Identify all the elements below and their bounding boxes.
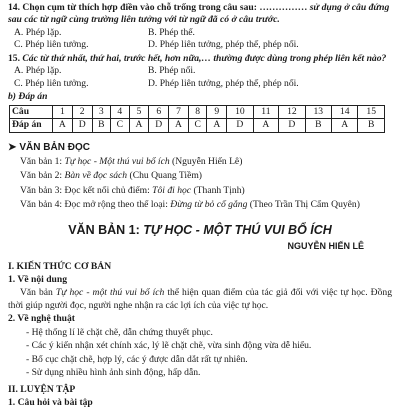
reading-item-prefix: Văn bản 3: Đọc kết nối chủ điểm: <box>20 184 153 196</box>
reading-item-suffix: (Thanh Tịnh) <box>191 184 245 196</box>
option-d: D. Phép liên tưởng, phép thế, phép nối. <box>148 77 299 89</box>
answer-cell: A <box>253 119 279 132</box>
reading-item-prefix: Văn bản 2: <box>20 170 65 182</box>
option-c: C. Phép liên tưởng. <box>14 77 89 89</box>
reading-item-title: Bàn về đọc sách <box>64 170 128 182</box>
answer-cell: B <box>92 119 110 132</box>
option-c: C. Phép liên tưởng. <box>14 39 89 51</box>
content-heading: 1. Về nội dung <box>8 273 68 285</box>
reading-item-prefix: Văn bản 1: <box>20 155 65 167</box>
question-number-cell: 14 <box>332 105 358 118</box>
answer-cell: D <box>149 119 169 132</box>
question-number-cell: 4 <box>111 105 129 118</box>
question-14-text-b: sử dụng ở câu đứng sau các từ ngữ cùng trường liên tưởng với từ ngữ đã có ở câu trước. <box>8 2 390 26</box>
question-number-cell: 5 <box>129 105 149 118</box>
answer-cell: D <box>72 119 92 132</box>
question-number-cell: 3 <box>92 105 110 118</box>
question-number-cell: 13 <box>305 105 331 118</box>
reading-item-title: Đừng từ bỏ cố gắng <box>170 199 248 211</box>
content-paragraph: Văn bản Tự học - một thú vui bổ ích thể hiện quan điểm của tác giả đối với việc tự học. Đồng thời giúp người đọc, người nghe nhận ra các lợi ích của việc tự học. <box>8 287 392 311</box>
question-number-cell: 2 <box>72 105 92 118</box>
reading-item <box>20 156 392 168</box>
answer-cell: C <box>188 119 206 132</box>
question-number-cell: 9 <box>207 105 227 118</box>
text1-title-main: TỰ HỌC - MỘT THÚ VUI BỔ ÍCH <box>143 222 332 237</box>
art-heading: 2. Về nghệ thuật <box>8 313 75 325</box>
answer-cell: B <box>358 119 385 132</box>
knowledge-heading: I. KIẾN THỨC CƠ BẢN <box>8 260 112 272</box>
answer-cell: D <box>227 119 253 132</box>
art-bullet: - Bố cục chặt chẽ, hợp lý, các ý được dẫn dắt rất tự nhiên. <box>26 353 248 365</box>
question-14-options <box>14 27 392 52</box>
reading-item <box>20 199 392 211</box>
art-bullet: - Sử dụng nhiều hình ảnh sinh động, hấp dẫn. <box>26 367 201 379</box>
text1-author: NGUYỄN HIẾN LÊ <box>287 240 364 251</box>
practice-sub-heading: 1. Câu hỏi và bài tập <box>8 397 93 409</box>
reading-item-suffix: (Chu Quang Tiềm) <box>127 170 202 182</box>
answer-key-table <box>9 105 385 133</box>
answer-cell: B <box>305 119 331 132</box>
art-bullet: - Các ý kiến nhận xét chính xác, lý lẽ chặt chẽ, vừa sinh động vừa dễ hiểu. <box>26 340 312 352</box>
question-14 <box>8 2 392 27</box>
reading-list <box>8 156 392 212</box>
art-bullet: - Hệ thống lí lẽ chặt chẽ, dẫn chứng thuyết phục. <box>26 326 213 338</box>
triangle-bullet-icon: ➤ <box>8 141 17 153</box>
answer-key-title: b) Đáp án <box>8 91 48 103</box>
question-15 <box>8 53 392 65</box>
question-15-number: 15. <box>8 52 20 64</box>
question-number-cell: 1 <box>53 105 73 118</box>
reading-section-heading: ➤ VĂN BẢN ĐỌC <box>8 141 90 153</box>
question-15-options <box>14 65 392 90</box>
reading-item <box>20 170 392 182</box>
text1-title-prefix: VĂN BẢN 1: <box>68 222 144 237</box>
answer-cell: A <box>207 119 227 132</box>
option-a: A. Phép lặp. <box>14 65 62 77</box>
reading-item-suffix: (Nguyễn Hiến Lê) <box>169 155 243 167</box>
option-b: B. Phép thế. <box>148 26 195 38</box>
question-number-cell: 7 <box>169 105 189 118</box>
reading-item <box>20 185 392 197</box>
question-number-cell: 6 <box>149 105 169 118</box>
question-number-cell: 15 <box>358 105 385 118</box>
reading-item-prefix: Văn bản 4: Đọc mở rộng theo thể loại: <box>20 199 171 211</box>
reading-item-title: Tự học - Một thú vui bổ ích <box>64 155 170 167</box>
question-14-text-a: Chọn cụm từ thích hợp điền vào chỗ trống trong câu sau: <box>22 2 257 13</box>
row-label-answer: Đáp án <box>10 119 53 132</box>
question-number-cell: 8 <box>188 105 206 118</box>
answer-cell: A <box>332 119 358 132</box>
reading-item-title: Tôi đi học <box>152 184 192 196</box>
option-a: A. Phép lặp. <box>14 26 62 38</box>
text1-title <box>8 222 392 238</box>
question-15-text: Các từ thứ nhất, thứ hai, trước hết, hơn nữa,… thường được dùng trong phép liên kết nào? <box>22 52 387 64</box>
table-row <box>10 119 385 132</box>
row-label-question: Câu <box>10 105 53 118</box>
question-number-cell: 10 <box>227 105 253 118</box>
question-14-blank: …………… <box>259 2 308 13</box>
question-number-cell: 11 <box>253 105 279 118</box>
answer-cell: A <box>53 119 73 132</box>
answer-cell: D <box>279 119 305 132</box>
question-14-number: 14. <box>8 2 20 13</box>
question-number-cell: 12 <box>279 105 305 118</box>
practice-heading: II. LUYỆN TẬP <box>8 383 76 395</box>
answer-cell: A <box>129 119 149 132</box>
table-row <box>10 105 385 118</box>
answer-cell: A <box>169 119 189 132</box>
reading-item-suffix: (Theo Trần Thị Cẩm Quyên) <box>247 199 360 211</box>
option-d: D. Phép liên tưởng, phép thế, phép nối. <box>148 39 299 51</box>
option-b: B. Phép nối. <box>148 65 196 77</box>
answer-cell: C <box>111 119 129 132</box>
